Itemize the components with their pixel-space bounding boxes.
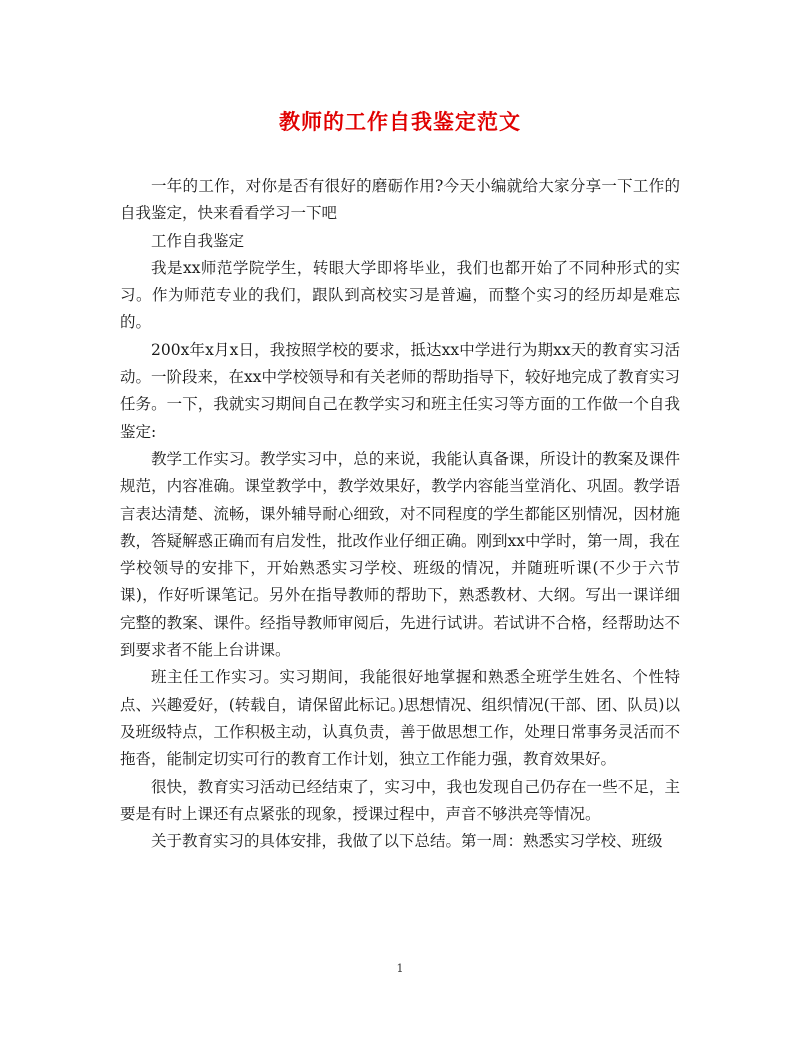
body-paragraph: 200x年x月x日，我按照学校的要求，抵达xx中学进行为期xx天的教育实习活动。一阶段来，在xx中学校领导和有关老师的帮助指导下，较好地完成了教育实习任务。一下，我就实习期间自己在教学实习和班主任实习等方面的工作做一个自我鉴定: [120,340,680,441]
body-paragraph: 班主任工作实习。实习期间，我能很好地掌握和熟悉全班学生姓名、个性特点、兴趣爱好，(转载自，请保留此标记。)思想情况、组织情况(干部、团、队员)以及班级特点，工作积极主动，认真负责，善于做思想工作，处理日常事务灵活而不拖沓，能制定切实可行的教育工作计划，独立工作能力强，教育效果好。 [120,668,680,769]
page-number: 1 [396,962,404,975]
document-body [120,173,680,855]
body-paragraph: 教学工作实习。教学实习中，总的来说，我能认真备课，所设计的教案及课件规范，内容准确。课堂教学中，教学效果好，教学内容能当堂消化、巩固。教学语言表达清楚、流畅，课外辅导耐心细致，对不同程度的学生都能区别情况，因材施教，答疑解惑正确而有启发性，批改作业仔细正确。刚到xx中学时，第一周，我在学校领导的安排下，开始熟悉实习学校、班级的情况，并随班听课(不少于六节课)，作好听课笔记。另外在指导教师的帮助下，熟悉教材、大纲。写出一课详细完整的教案、课件。经指导教师审阅后，先进行试讲。若试讲不合格，经帮助达不到要求者不能上台讲课。 [120,449,680,660]
document-title: 教师的工作自我鉴定范文 [279,109,521,134]
body-paragraph: 关于教育实习的具体安排，我做了以下总结。第一周：熟悉实习学校、班级 [151,832,663,851]
section-heading: 工作自我鉴定 [151,231,245,250]
body-paragraph: 很快，教育实习活动已经结束了，实习中，我也发现自己仍存在一些不足，主要是有时上课还有点紧张的现象，授课过程中，声音不够洪亮等情况。 [120,777,680,823]
body-paragraph: 我是xx师范学院学生，转眼大学即将毕业，我们也都开始了不同种形式的实习。作为师范专业的我们，跟队到高校实习是普遍，而整个实习的经历却是难忘的。 [120,258,680,332]
intro-paragraph: 一年的工作，对你是否有很好的磨砺作用?今天小编就给大家分享一下工作的自我鉴定，快来看看学习一下吧 [120,177,680,223]
